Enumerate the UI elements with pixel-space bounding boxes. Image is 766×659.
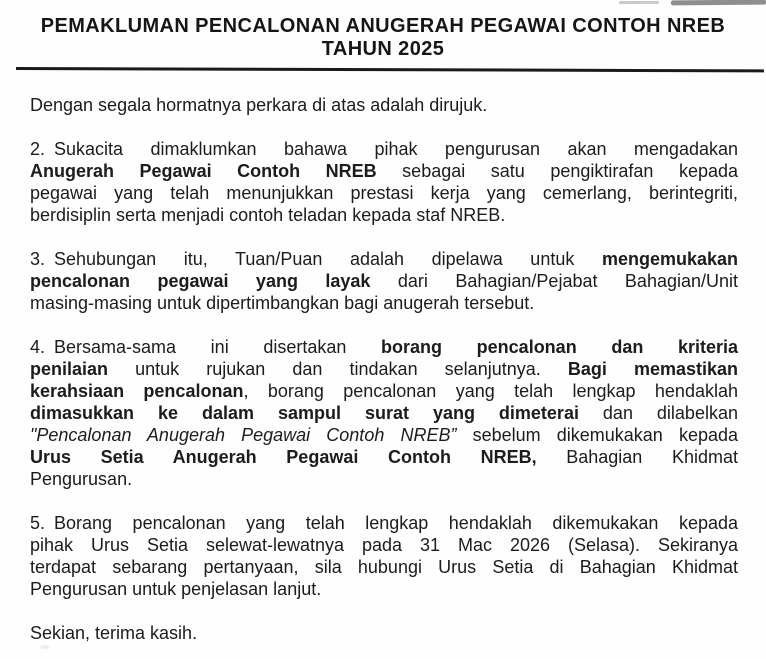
text-line [30,336,738,358]
text-run: Dengan segala hormatnya perkara di atas adalah dirujuk. [30,95,488,115]
closing-line: Sekian, terima kasih. [30,623,198,643]
text-run: masing-masing untuk dipertimbangkan bagi anugerah tersebut. [30,293,535,313]
bold-text-run: Bagi memastikan [567,359,739,379]
bold-text-run: Urus Setia Anugerah Pegawai Contoh NREB, [30,447,537,467]
text-run: Bahagian Khidmat [536,447,738,467]
paragraph [30,94,738,116]
text-line [30,182,738,204]
text-run: pegawai yang telah menunjukkan prestasi kerja yang cemerlang, berintegriti, [30,183,738,203]
text-run: Pengurusan. [30,469,133,489]
text-line [30,512,738,534]
text-line [30,380,738,402]
title-line-1: PEMAKLUMAN PENCALONAN ANUGERAH PEGAWAI CONTOH NREB [40,15,726,37]
text-run: terdapat sebarang pertanyaan, sila hubungi Urus Setia di Bahagian Khidmat [30,557,738,577]
text-line [30,358,738,380]
italic-text-run: "Pencalonan Anugerah Pegawai Contoh NREB” [30,425,457,445]
text-run: dan dilabelkan [578,403,738,423]
text-line [30,556,738,578]
scan-artifact [40,645,50,649]
document-body [30,94,738,600]
paragraph [30,512,738,600]
text-line [30,468,738,490]
paragraph [30,138,738,226]
text-run: untuk rujukan dan tindakan selanjutnya. [108,359,568,379]
text-run: 2. Sukacita dimaklumkan bahawa pihak pengurusan akan mengadakan [30,139,738,159]
text-line [30,94,738,116]
text-run: pihak Urus Setia selewat-lewatnya pada 31 Mac 2026 (Selasa). Sekiranya [30,535,738,555]
text-run: 3. Sehubungan itu, Tuan/Puan adalah dipelawa untuk [30,249,602,269]
bold-text-run: Anugerah Pegawai Contoh NREB [30,161,377,181]
title-underline [16,67,764,72]
text-run: sebelum dikemukakan kepada [456,425,738,445]
text-run: berdisiplin serta menjadi contoh teladan kepada staf NREB. [30,205,506,225]
text-run: Pengurusan untuk penjelasan lanjut. [30,579,322,599]
bold-text-run: pencalonan pegawai yang layak [30,271,371,291]
text-line [30,204,738,226]
scan-artifact [619,1,659,4]
text-run: dari Bahagian/Pejabat Bahagian/Unit [370,271,739,291]
text-run: , borang pencalonan yang telah lengkap hendaklah [243,381,738,401]
text-line [30,270,738,292]
bold-text-run: borang pencalonan dan kriteria [381,337,739,357]
scan-artifact [671,0,766,5]
paragraph [30,248,738,314]
bold-text-run: penilaian [30,359,109,379]
text-run: 5. Borang pencalonan yang telah lengkap hendaklah dikemukakan kepada [30,513,738,533]
text-line [30,138,738,160]
title-line-2: TAHUN 2025 [321,38,445,60]
paragraph [30,336,738,490]
text-run: 4. Bersama-sama ini disertakan [30,337,382,357]
text-line [30,402,738,424]
text-line [30,248,738,270]
text-run: sebagai satu pengiktirafan kepada [376,161,738,181]
text-line [30,160,738,182]
text-line [30,578,738,600]
document-title [0,15,766,61]
text-line [30,424,738,446]
text-line [30,292,738,314]
bold-text-run: mengemukakan [601,249,738,269]
bold-text-run: kerahsiaan pencalonan [30,381,244,401]
bold-text-run: dimasukkan ke dalam sampul surat yang dimeterai [30,403,579,423]
text-line [30,446,738,468]
text-line [30,534,738,556]
